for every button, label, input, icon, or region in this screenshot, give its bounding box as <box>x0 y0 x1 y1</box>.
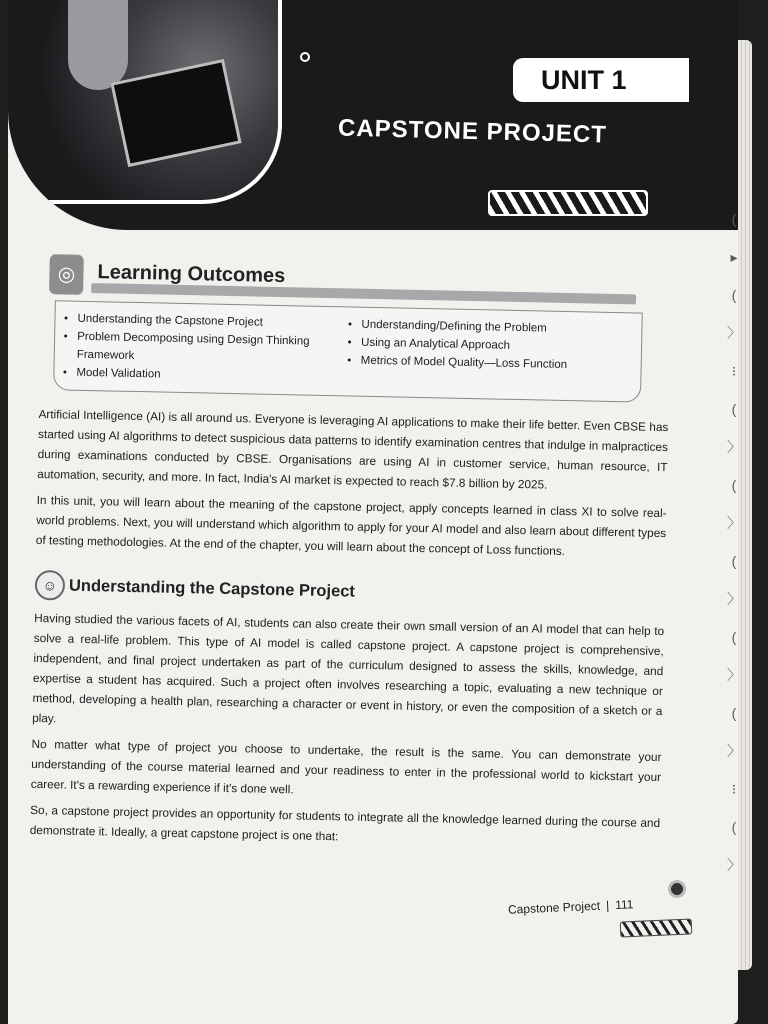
page-edge-marks: ( ▸ ( 〉 ⁝ ( 〉 ( 〉 ( 〉 ( 〉 ( 〉 ⁝ ( 〉 <box>727 211 741 873</box>
outcome-item: • Using an Analytical Approach <box>361 334 631 358</box>
section-title: Understanding the Capstone Project <box>68 576 356 601</box>
outcomes-left-column <box>62 309 347 387</box>
footer-separator: | <box>605 898 610 913</box>
book-page <box>8 0 741 1024</box>
section-paragraph: No matter what type of project you choose to undertake, the result is the same. You can demonstrate your understanding of the course material learned and your readiness to enter in the professional world to kickstart your career. It's a rewarding experience if it's done well. <box>30 736 662 797</box>
unit-banner <box>8 0 738 230</box>
section-paragraph: So, a capstone project provides an opportunity for students to integrate all the knowledge learned during the course and demonstrate it. Ideally, a great capstone project is one that: <box>29 802 661 844</box>
learning-outcomes-box <box>53 300 643 402</box>
outcome-item: • Metrics of Model Quality—Loss Function <box>361 352 631 376</box>
page-content <box>29 248 671 859</box>
outcome-item: • Model Validation <box>76 364 346 388</box>
tablet-icon <box>110 59 241 167</box>
hash-decoration <box>488 190 648 216</box>
learning-outcomes-header <box>41 254 672 309</box>
outcome-item: • Problem Decomposing using Design Thinking Framework <box>77 328 348 370</box>
unit-title: CAPSTONE PROJECT <box>337 114 608 149</box>
outcomes-right-column <box>346 315 631 393</box>
intro-paragraph: In this unit, you will learn about the meaning of the capstone project, apply concepts learned in class XI to solve real-world problems. Next, you will understand which algorithm to apply for your AI model and also learn about different types of testing methodologies. At the end of the chapter, you will learn about the concept of Loss functions. <box>35 492 667 559</box>
outcome-item: • Understanding/Defining the Problem <box>361 316 631 340</box>
page-number: 111 <box>614 897 634 913</box>
robot-head-icon <box>68 0 128 90</box>
robot-illustration <box>28 0 282 204</box>
footer-hash-decoration <box>620 918 693 937</box>
page-footer <box>508 897 634 916</box>
learning-outcomes-title: Learning Outcomes <box>97 261 286 288</box>
footer-label: Capstone Project <box>507 898 601 917</box>
intro-paragraph: Artificial Intelligence (AI) is all around us. Everyone is leveraging AI applications to make their life better. Even CBSE has started using AI algorithms to detect suspicious data patterns to identify examination centres that indulge in malpractices during examinations conducted by CBSE. Organisations are using AI in customer service, human resource, IT automation, security, and more. In fact, India's AI market is expected to reach $7.8 billion by 2025. <box>37 406 669 492</box>
section-paragraph: Having studied the various facets of AI, students can also create their own small version of an AI model that can help to solve a real-life problem. This type of AI model is called capstone project. A capstone project is comprehensive, independent, and final project undertaken as part of the curriculum designed to assess the skills, knowledge, and expertise a student has acquired. Such a project often involves researching a topic, evaluating a new technique or method, developing a health plan, researching a character or event in history, or even the composition of a sketch or a play. <box>32 610 665 726</box>
unit-badge: UNIT 1 <box>513 58 689 102</box>
circle-decoration <box>300 52 310 62</box>
robot-icon: ☺ <box>35 570 66 601</box>
heading-bar <box>91 283 636 304</box>
section-heading <box>35 570 665 613</box>
target-icon: ◎ <box>49 254 84 295</box>
footer-robot-icon <box>666 880 688 910</box>
outcome-item: • Understanding the Capstone Project <box>77 310 347 334</box>
